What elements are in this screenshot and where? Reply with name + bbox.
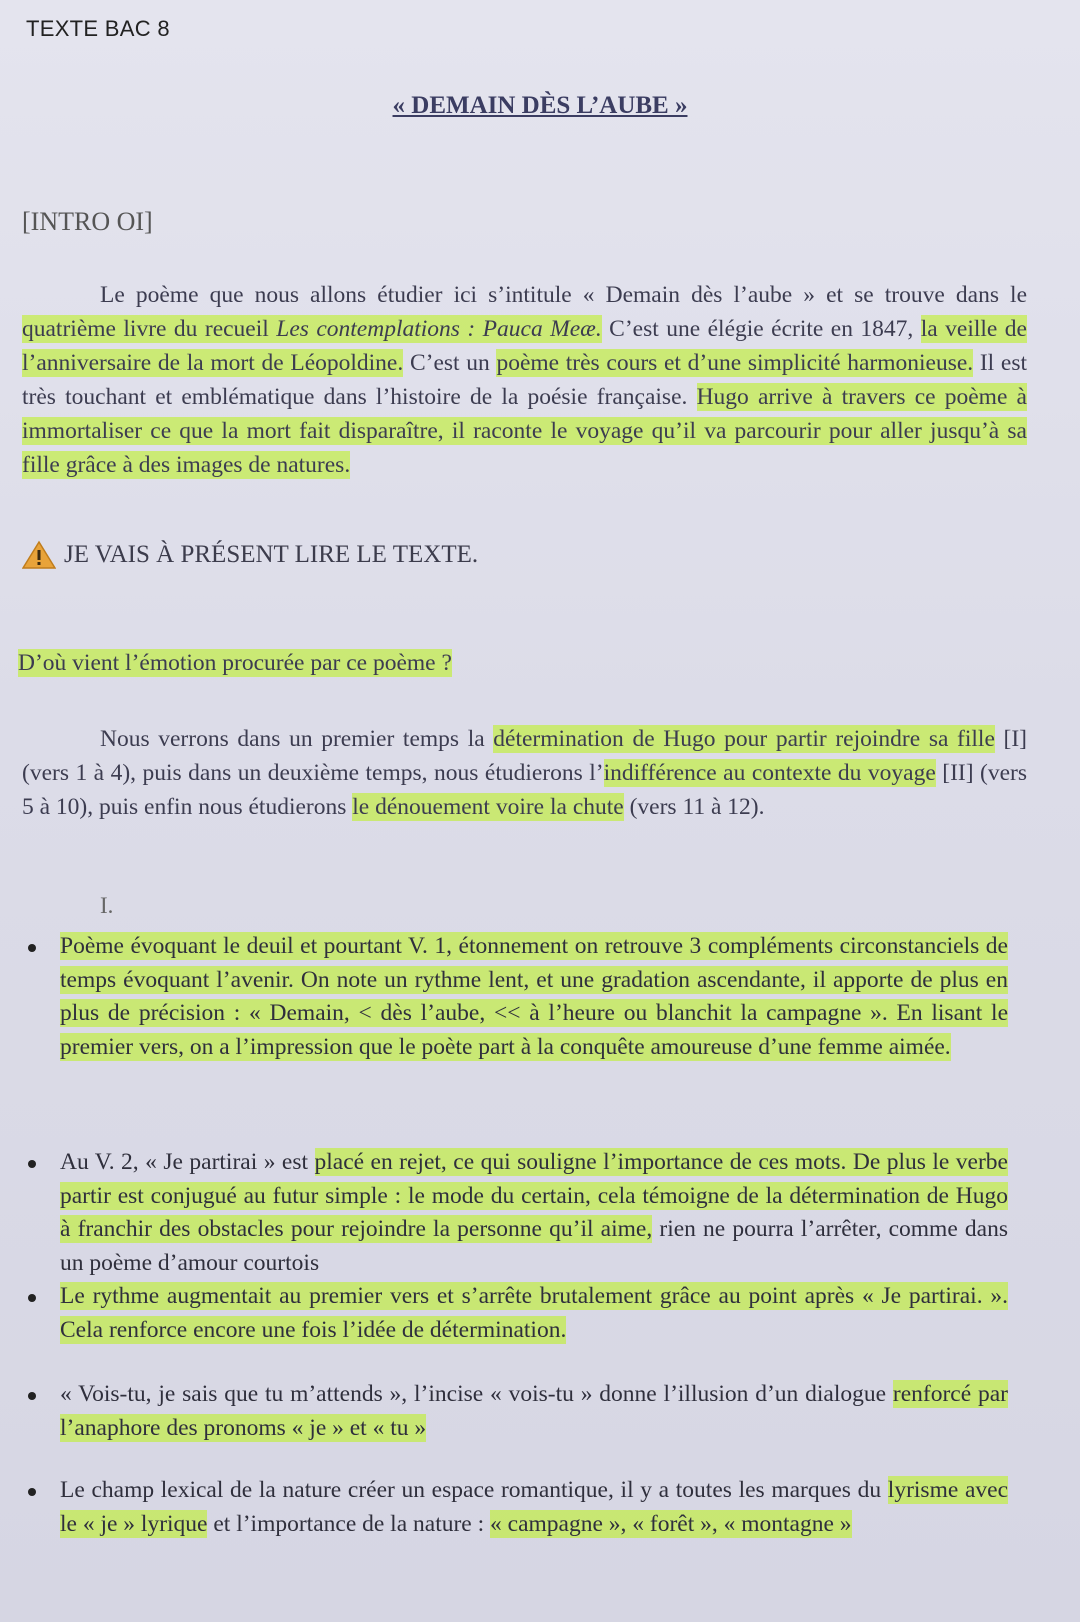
plan-text-2: [I] (vers 1 à 4), puis dans un deuxième temps, nous étudierons l’	[22, 726, 1027, 786]
intro-text-1: Le poème que nous allons étudier ici s’intitule « Demain dès l’aube » et se trouve dans le	[100, 282, 1027, 308]
bullet-3-highlight: Le rythme augmentait au premier vers et s’arrête brutalement grâce au point après « Je partirai. ». Cela renforce encore une fois l’idée de détermination.	[60, 1283, 1008, 1343]
bullet-1-highlight: Poème évoquant le deuil et pourtant V. 1, étonnement on retrouve 3 compléments circonstanciels de temps évoquant l’avenir. On note un rythme lent, et une gradation ascendante, il apporte de plus en plus de précision : « Demain, < dès l’aube, << à l’heure ou blanchit la campagne ». En lisant le premier vers, on a l’impression que le poète part à la conquête amoureuse d’une femme aimée.	[60, 933, 1008, 1060]
reading-note-text: JE VAIS À PRÉSENT LIRE LE TEXTE.	[64, 541, 479, 568]
bullet-5-highlight-1: lyrisme avec le « je » lyrique	[60, 1477, 1008, 1537]
intro-text-2: C’est une élégie écrite en 1847,	[601, 316, 921, 342]
intro-highlight-3: poème très cours et d’une simplicité harmonieuse.	[496, 350, 974, 376]
intro-highlight-4: Hugo arrive à travers ce poème à immortaliser ce que la mort fait disparaître, il raconte le voyage qu’il va parcourir pour aller jusqu’à sa fille grâce à des images de natures.	[22, 384, 1027, 478]
document-tag: TEXTE BAC 8	[26, 16, 170, 41]
bullet-2-text-2: rien ne pourra l’arrêter, comme dans un poème d’amour courtois	[60, 1216, 1008, 1276]
bullet-5-text-2: et l’importance de la nature :	[207, 1510, 491, 1537]
bullet-icon	[28, 944, 36, 952]
list-item	[18, 1474, 1008, 1541]
intro-highlight-2: la veille de l’anniversaire de la mort de Léopoldine.	[22, 316, 1027, 376]
bullet-2-highlight: placé en rejet, ce qui souligne l’importance de ces mots. De plus le verbe partir est conjugué au futur simple : le mode du certain, cela témoigne de la détermination de Hugo à franchir des obstacles pour rejoindre la personne qu’il aime,	[60, 1149, 1008, 1242]
problem-question	[18, 650, 452, 677]
bullet-icon	[28, 1160, 36, 1168]
plan-paragraph	[22, 722, 1027, 824]
list-item	[18, 930, 1008, 1064]
plan-highlight-2: indifférence au contexte du voyage	[603, 760, 936, 786]
intro-highlight-1: quatrième livre du recueil	[22, 316, 277, 342]
warning-icon	[22, 540, 56, 570]
intro-label: [INTRO OI]	[22, 207, 153, 236]
bullet-5-highlight-2: « campagne », « forêt », « montagne »	[490, 1510, 852, 1537]
bullet-4-text: « Vois-tu, je sais que tu m’attends », l’incise « vois-tu » donne l’illusion d’un dialogue	[60, 1381, 893, 1407]
bullet-5-text-1: Le champ lexical de la nature créer un espace romantique, il y a toutes les marques du	[60, 1477, 888, 1503]
intro-paragraph	[22, 278, 1027, 482]
bullet-4-highlight: renforcé par l’anaphore des pronoms « je » et « tu »	[60, 1381, 1008, 1441]
plan-highlight-3: le dénouement voire la chute	[352, 794, 624, 820]
intro-text-4: Il est très touchant et emblématique dans l’histoire de la poésie française.	[22, 350, 1027, 410]
list-item	[18, 1280, 1008, 1347]
section-number: I.	[100, 893, 114, 918]
plan-highlight-1: détermination de Hugo pour partir rejoindre sa fille	[493, 726, 995, 752]
intro-text-3: C’est un	[403, 350, 497, 376]
reading-note	[22, 540, 478, 570]
problem-question-text: D’où vient l’émotion procurée par ce poème ?	[18, 650, 452, 676]
bullet-icon	[28, 1294, 36, 1302]
plan-text-1: Nous verrons dans un premier temps la	[100, 726, 494, 752]
plan-text-3: [II] (vers 5 à 10), puis enfin nous étudierons	[22, 760, 1028, 820]
bullet-2-text-1: Au V. 2, « Je partirai » est	[60, 1149, 315, 1175]
bullet-icon	[28, 1392, 36, 1400]
bullet-icon	[28, 1488, 36, 1496]
document-title: « DEMAIN DÈS L’AUBE »	[392, 92, 688, 119]
list-item	[18, 1146, 1008, 1280]
list-item	[18, 1378, 1008, 1445]
collection-title: Les contemplations : Pauca Meæ.	[276, 316, 602, 342]
plan-text-4: (vers 11 à 12).	[623, 794, 765, 820]
